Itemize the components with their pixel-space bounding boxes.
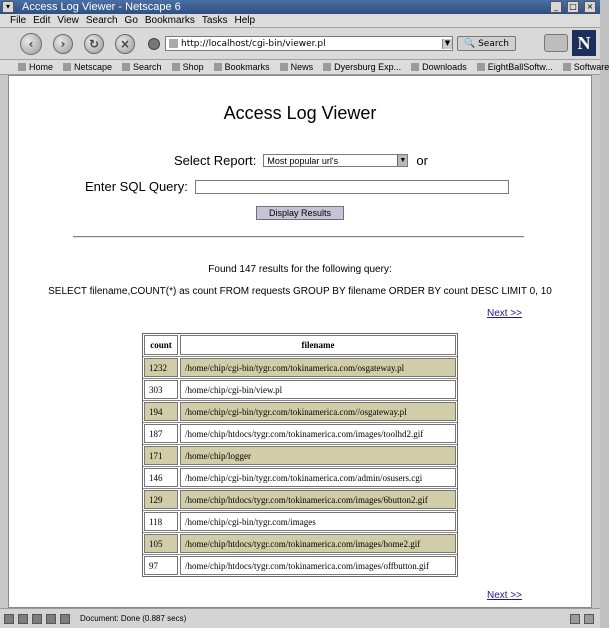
- table-row: [143, 356, 457, 378]
- filename-cell: /home/chip/logger: [180, 446, 456, 465]
- personal-item-news[interactable]: News: [280, 62, 314, 72]
- page-title: Access Log Viewer: [223, 103, 377, 123]
- count-cell: 171: [144, 446, 178, 465]
- next-link-top[interactable]: Next >>: [487, 308, 523, 319]
- next-link-bottom[interactable]: Next >>: [487, 590, 523, 601]
- netscape-logo-icon[interactable]: N: [572, 30, 596, 56]
- personal-item-downloads[interactable]: Downloads: [411, 62, 467, 72]
- select-report-row: [174, 153, 428, 168]
- url-field[interactable]: [165, 36, 453, 51]
- stop-button[interactable]: [115, 34, 135, 54]
- filename-cell: /home/chip/cgi-bin/tygr.com/tokinamerica.com//osgateway.pl: [180, 402, 456, 421]
- count-cell: 194: [144, 402, 178, 421]
- select-report-label: Select Report:: [174, 153, 257, 168]
- menu-bar: [0, 14, 600, 28]
- count-cell: 118: [144, 512, 178, 531]
- sql-query-input[interactable]: [195, 180, 509, 194]
- scrollbar-track[interactable]: [592, 75, 600, 608]
- query-text: SELECT filename,COUNT(*) as count FROM requests GROUP BY filename ORDER BY count DESC LIMIT 0, 10: [48, 286, 552, 297]
- count-cell: 1232: [144, 358, 178, 377]
- table-row: [143, 466, 457, 488]
- bookmark-icon: [411, 63, 419, 71]
- navigator-icon[interactable]: [4, 614, 14, 624]
- reload-icon: ↻: [88, 36, 100, 51]
- search-icon: [122, 63, 130, 71]
- menu-search[interactable]: Search: [85, 15, 118, 26]
- page-content: [8, 75, 592, 608]
- search-button[interactable]: [457, 36, 516, 51]
- menu-help[interactable]: Help: [234, 15, 256, 26]
- personal-item-bookmarks[interactable]: Bookmarks: [214, 62, 270, 72]
- menu-bookmarks[interactable]: Bookmarks: [144, 15, 195, 26]
- site-icon: [169, 39, 178, 48]
- security-lock-icon[interactable]: [584, 614, 594, 624]
- count-cell: 146: [144, 468, 178, 487]
- close-icon[interactable]: ×: [584, 1, 596, 13]
- shop-icon: [172, 63, 180, 71]
- bookmarks-icon: [214, 63, 222, 71]
- stop-icon: ×: [119, 36, 131, 51]
- filename-cell: /home/chip/htdocs/tygr.com/tokinamerica.com/images/home2.gif: [180, 534, 456, 553]
- results-table: [142, 333, 458, 577]
- window-title-bar: [0, 0, 600, 14]
- window-menu-icon[interactable]: ▾: [2, 1, 14, 13]
- mail-icon[interactable]: [18, 614, 28, 624]
- filename-cell: /home/chip/htdocs/tygr.com/tokinamerica.com/images/6button2.gif: [180, 490, 456, 509]
- filename-cell: /home/chip/htdocs/tygr.com/tokinamerica.com/images/toolhd2.gif: [180, 424, 456, 443]
- url-dropdown-icon[interactable]: ▼: [442, 39, 452, 49]
- bookmark-icon: [563, 63, 571, 71]
- personal-item-home[interactable]: Home: [18, 62, 53, 72]
- table-row: [143, 378, 457, 400]
- netscape-icon: [63, 63, 71, 71]
- search-button-label: Search: [478, 38, 509, 49]
- print-icon[interactable]: [544, 34, 568, 52]
- status-bar: [0, 608, 600, 628]
- online-status-icon[interactable]: [570, 614, 580, 624]
- minimize-icon[interactable]: _: [550, 1, 562, 13]
- bookmark-icon: [477, 63, 485, 71]
- table-row: [143, 444, 457, 466]
- filename-cell: /home/chip/cgi-bin/tygr.com/tokinamerica.com/admin/osusers.cgi: [180, 468, 456, 487]
- url-text[interactable]: http://localhost/cgi-bin/viewer.pl: [181, 38, 326, 49]
- column-header-count: count: [144, 335, 178, 355]
- filename-cell: /home/chip/cgi-bin/tygr.com/tokinamerica.com/osgateway.pl: [180, 358, 456, 377]
- window-title: Access Log Viewer - Netscape 6: [22, 1, 181, 13]
- bookmark-icon: [323, 63, 331, 71]
- table-row: [143, 400, 457, 422]
- bookmark-icon: [280, 63, 288, 71]
- page-proxy-icon[interactable]: [148, 38, 160, 50]
- table-row: [143, 422, 457, 444]
- table-row: [143, 510, 457, 532]
- personal-item-dyersburg[interactable]: Dyersburg Exp...: [323, 62, 401, 72]
- forward-button[interactable]: [53, 34, 73, 54]
- sql-query-label: Enter SQL Query:: [85, 179, 188, 194]
- menu-file[interactable]: File: [10, 15, 27, 26]
- or-label: or: [416, 153, 428, 168]
- display-results-button[interactable]: Display Results: [256, 206, 344, 220]
- personal-item-netscape[interactable]: Netscape: [63, 62, 112, 72]
- personal-toolbar: [0, 60, 609, 75]
- report-select-value: Most popular url's: [267, 155, 339, 166]
- count-cell: 105: [144, 534, 178, 553]
- table-row: [143, 488, 457, 510]
- menu-tasks[interactable]: Tasks: [201, 15, 228, 26]
- personal-item-search[interactable]: Search: [122, 62, 162, 72]
- instant-messenger-icon[interactable]: [32, 614, 42, 624]
- sql-query-row: [85, 179, 509, 194]
- table-header-row: [143, 334, 457, 356]
- menu-go[interactable]: Go: [124, 15, 138, 26]
- menu-edit[interactable]: Edit: [33, 15, 51, 26]
- sidebar-grippy[interactable]: [0, 75, 8, 608]
- filename-cell: /home/chip/cgi-bin/tygr.com/images: [180, 512, 456, 531]
- menu-view[interactable]: View: [57, 15, 79, 26]
- count-cell: 303: [144, 380, 178, 399]
- back-button[interactable]: [20, 33, 42, 55]
- back-arrow-icon: ‹: [28, 36, 34, 51]
- report-select[interactable]: [263, 154, 408, 167]
- count-cell: 97: [144, 556, 178, 575]
- divider: [73, 236, 524, 238]
- count-cell: 187: [144, 424, 178, 443]
- filename-cell: /home/chip/htdocs/tygr.com/tokinamerica.com/images/offbutton.gif: [180, 556, 456, 575]
- personal-item-shop[interactable]: Shop: [172, 62, 204, 72]
- table-row: [143, 532, 457, 554]
- table-row: [143, 554, 457, 576]
- address-book-icon[interactable]: [60, 614, 70, 624]
- maximize-icon[interactable]: □: [567, 1, 579, 13]
- personal-item-software[interactable]: Software: [563, 62, 609, 72]
- home-icon: [18, 63, 26, 71]
- results-summary: Found 147 results for the following query:: [208, 264, 392, 275]
- status-text: Document: Done (0.887 secs): [80, 614, 187, 623]
- forward-arrow-icon: ›: [60, 36, 66, 51]
- search-icon: 🔍: [464, 38, 479, 49]
- composer-icon[interactable]: [46, 614, 56, 624]
- chevron-down-icon[interactable]: ▼: [397, 155, 407, 166]
- count-cell: 129: [144, 490, 178, 509]
- column-header-filename: filename: [180, 335, 456, 355]
- filename-cell: /home/chip/cgi-bin/view.pl: [180, 380, 456, 399]
- navigation-toolbar: [0, 28, 600, 60]
- reload-button[interactable]: [84, 34, 104, 54]
- personal-item-eightball[interactable]: EightBallSoftw...: [477, 62, 553, 72]
